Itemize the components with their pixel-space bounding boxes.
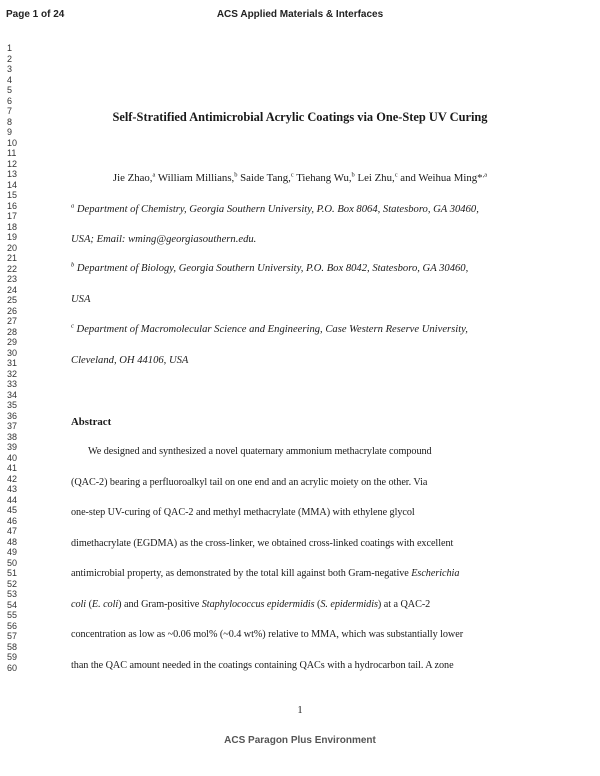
line-number: 40 (7, 452, 18, 463)
line-number: 22 (7, 263, 18, 274)
line-number: 44 (7, 494, 18, 505)
abstract-heading: Abstract (71, 416, 112, 428)
page-indicator: Page 1 of 24 (6, 9, 65, 20)
author: William Millians, (155, 172, 235, 184)
line-number: 60 (7, 662, 18, 673)
line-number: 20 (7, 242, 18, 253)
abstract-line-3: one-step UV-curing of QAC-2 and methyl methacrylate (MMA) with ethylene glycol (71, 507, 415, 518)
page-number: 1 (297, 705, 303, 716)
line-number: 47 (7, 526, 18, 536)
abstract-line-8: than the QAC amount needed in the coatings containing QACs with a hydrocarbon tail. A zone (71, 660, 454, 671)
line-number: 18 (7, 221, 18, 232)
line-number: 45 (7, 505, 18, 515)
author-affiliation-mark: a (152, 171, 156, 179)
affiliation-c-line1: $^c$ Department of Macromolecular Science and Engineering, Case Western Reserve University, (71, 322, 468, 335)
author: Saide Tang, (237, 172, 291, 184)
affiliation-a-line2: USA; Email: wming@georgiasouthern.edu. (71, 234, 257, 245)
line-number: 48 (7, 536, 18, 547)
line-number: 6 (7, 95, 13, 106)
abstract-line-7: concentration as low as ~0.06 mol% (~0.4 wt%) relative to MMA, which was substantially lower (71, 629, 464, 640)
author-affiliation-mark: c (394, 171, 398, 179)
line-number: 31 (7, 358, 18, 368)
abstract-line-4: dimethacrylate (EGDMA) as the cross-linker, we obtained cross-linked coatings with excellent (71, 538, 454, 549)
affiliation-b-line2: USA (71, 294, 91, 305)
abstract-line-2: (QAC-2) bearing a perfluoroalkyl tail on one end and an acrylic moiety on the other. Via (71, 477, 428, 488)
line-number: 26 (7, 305, 18, 316)
line-number: 34 (7, 389, 18, 400)
affiliation-b-line1: $^b$ Department of Biology, Georgia Southern University, P.O. Box 8042, Statesboro, GA 30460, (71, 261, 469, 274)
line-number: 36 (7, 410, 18, 421)
line-number: 37 (7, 421, 18, 431)
line-number: 43 (7, 484, 18, 494)
line-number: 1 (7, 43, 13, 53)
line-number: 17 (7, 211, 18, 221)
line-number: 7 (7, 106, 13, 116)
line-number: 32 (7, 368, 18, 379)
line-number: 14 (7, 179, 18, 190)
line-number: 35 (7, 400, 18, 410)
line-number: 12 (7, 158, 18, 169)
line-number: 19 (7, 232, 18, 242)
line-number: 3 (7, 64, 13, 74)
line-number: 10 (7, 137, 18, 148)
line-number: 28 (7, 326, 18, 337)
line-number: 38 (7, 431, 18, 442)
affiliation-c-line2: Cleveland, OH 44106, USA (71, 355, 189, 366)
abstract-line-1: We designed and synthesized a novel quaternary ammonium methacrylate compound (88, 446, 432, 457)
line-number: 33 (7, 379, 18, 389)
abstract-line-5: antimicrobial property, as demonstrated by the total kill against both Gram-negative Escherichia (71, 568, 460, 579)
author: Tiehang Wu, (293, 172, 352, 184)
line-number: 55 (7, 610, 18, 620)
journal-name: ACS Applied Materials & Interfaces (216, 9, 384, 20)
line-number: 11 (7, 148, 17, 158)
affiliation-a-line1: $^a$ Department of Chemistry, Georgia Southern University, P.O. Box 8064, Statesboro, GA 30460, (71, 202, 479, 215)
line-number: 23 (7, 274, 18, 284)
author-affiliation-mark: b (351, 171, 355, 179)
line-number: 41 (7, 463, 18, 473)
author: and Weihua Ming* (397, 172, 483, 184)
line-number: 58 (7, 641, 18, 652)
line-number: 56 (7, 620, 18, 631)
line-number: 59 (7, 652, 18, 662)
line-number: 5 (7, 85, 13, 95)
author-affiliation-mark: ,a (482, 171, 488, 179)
line-number: 53 (7, 589, 18, 599)
line-number: 21 (7, 253, 18, 263)
line-number: 9 (7, 127, 13, 137)
line-number: 8 (7, 116, 13, 127)
abstract-line-6: coli (E. coli) and Gram-positive Staphylococcus epidermidis (S. epidermidis) at a QAC-2 (71, 599, 431, 610)
line-number: 27 (7, 316, 18, 326)
line-number: 46 (7, 515, 18, 526)
author: Lei Zhu, (354, 172, 395, 184)
line-number: 30 (7, 347, 18, 358)
line-number: 29 (7, 337, 18, 347)
line-number: 16 (7, 200, 18, 211)
line-number: 42 (7, 473, 18, 484)
line-number: 54 (7, 599, 18, 610)
line-number: 2 (7, 53, 13, 64)
author: Jie Zhao, (112, 172, 153, 184)
author-affiliation-mark: c (290, 171, 294, 179)
line-number: 24 (7, 284, 18, 295)
footer-environment: ACS Paragon Plus Environment (224, 735, 376, 746)
author-affiliation-mark: b (234, 171, 238, 179)
line-number: 57 (7, 631, 18, 641)
line-number: 13 (7, 169, 18, 179)
line-number: 4 (7, 74, 13, 85)
line-number-column (7, 43, 33, 673)
line-number: 49 (7, 547, 18, 557)
line-number: 52 (7, 578, 18, 589)
line-number: 39 (7, 442, 18, 452)
paper-title: Self-Stratified Antimicrobial Acrylic Coatings via One-Step UV Curing (112, 110, 488, 124)
line-number: 51 (7, 568, 18, 578)
line-number: 15 (7, 190, 18, 200)
line-number: 50 (7, 557, 18, 568)
author-list (0, 172, 600, 184)
line-number: 25 (7, 295, 18, 305)
